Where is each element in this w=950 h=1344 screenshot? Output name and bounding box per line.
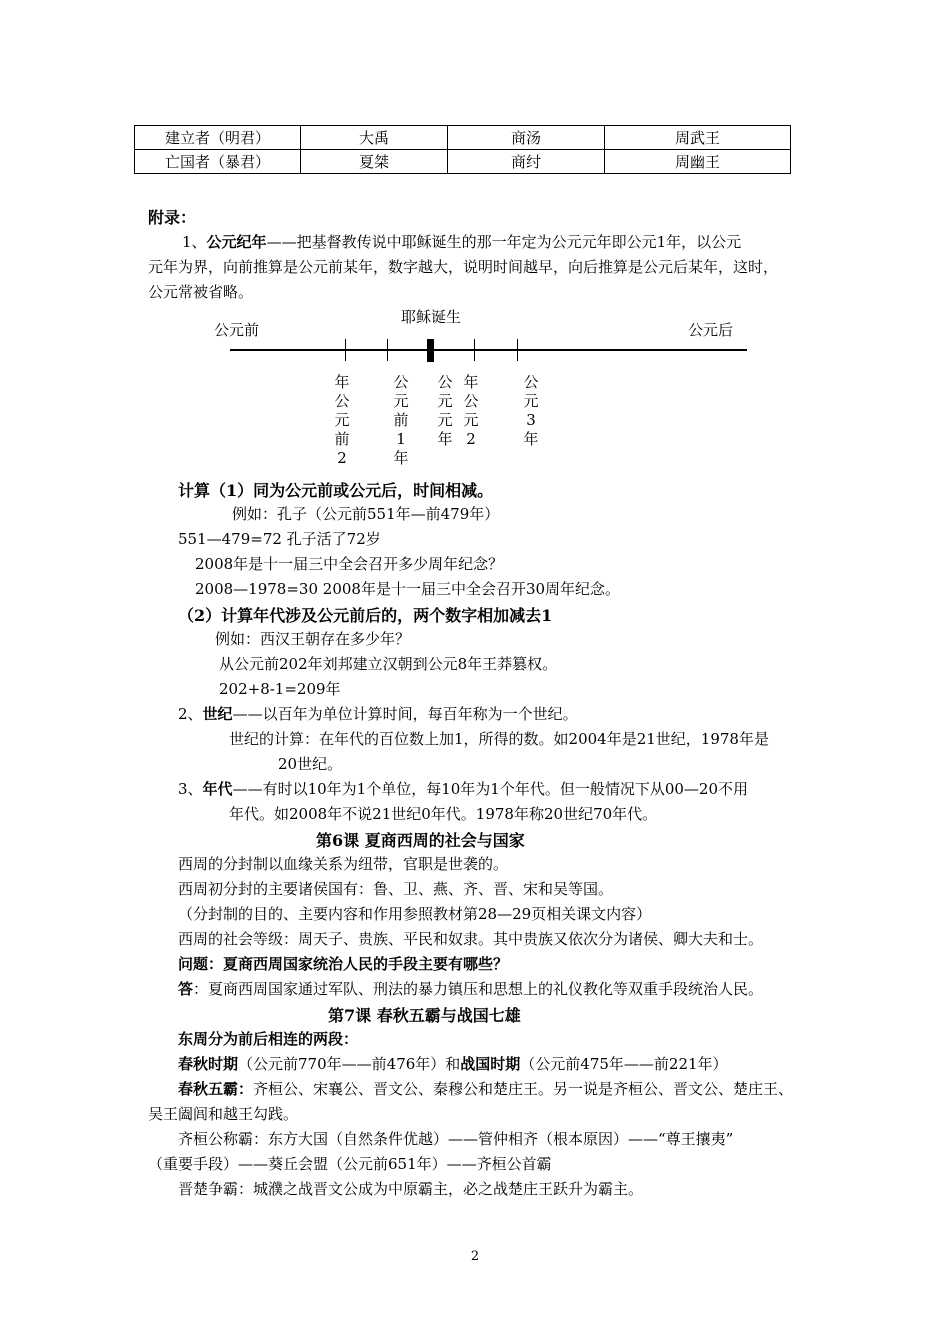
lesson7-spring-autumn: 春秋时期 xyxy=(178,1055,239,1073)
timeline-mark-label: 年公元前2 xyxy=(334,373,350,467)
calc-heading-2: （2）计算年代涉及公元前后的，两个数字相加减去1 xyxy=(178,606,553,625)
calc-example: 202+8-1=209年 xyxy=(219,680,341,698)
lesson7-five-hegemons-term: 春秋五霸： xyxy=(178,1080,254,1098)
lesson6-answer xyxy=(178,978,763,999)
calc-example: 2008—1978=30 2008年是十一届三中全会召开30周年纪念。 xyxy=(195,580,621,598)
lesson7-line: 东周分为前后相连的两段： xyxy=(178,1030,359,1048)
lesson6-title: 第6课 夏商西周的社会与国家 xyxy=(316,831,525,850)
lesson7-line: 吴王阖闾和越王勾践。 xyxy=(148,1105,299,1123)
table-cell: 亡国者（暴君） xyxy=(135,150,301,174)
timeline-mark-label: 年公元2 xyxy=(463,373,479,448)
timeline-mark-label: 公元前1年 xyxy=(393,373,409,467)
dynasty-table xyxy=(134,125,791,174)
calc-example: 例如：西汉王朝存在多少年？ xyxy=(215,630,411,648)
timeline-tick xyxy=(345,339,346,361)
timeline-mark-label: 公元3年 xyxy=(523,373,539,448)
appendix-p1-prefix: 1、 xyxy=(182,233,207,251)
appendix-p1-term: 公元纪年 xyxy=(206,233,267,251)
decade-line2: 年代。如2008年不说21世纪0年代。1978年称20世纪70年代。 xyxy=(229,805,658,823)
lesson6-line: 西周的分封制以血缘关系为纽带，官职是世袭的。 xyxy=(178,855,509,873)
page-number: 2 xyxy=(470,1249,480,1264)
lesson6-answer-label: 答 xyxy=(178,980,194,998)
table-cell: 夏桀 xyxy=(301,150,448,174)
table-cell: 建立者（明君） xyxy=(135,126,301,150)
lesson7-title: 第7课 春秋五霸与战国七雄 xyxy=(328,1006,521,1025)
century-line xyxy=(178,703,578,724)
timeline-tick xyxy=(517,339,518,361)
table-row xyxy=(135,150,791,174)
timeline-tick xyxy=(474,339,475,361)
timeline-left-label: 公元前 xyxy=(214,321,260,339)
lesson7-line: 晋楚争霸：城濮之战晋文公成为中原霸主，必之战楚庄王跃升为霸主。 xyxy=(178,1180,644,1198)
decade-line1 xyxy=(178,778,748,799)
appendix-p1-line1 xyxy=(182,231,741,252)
appendix-p1-line3: 公元常被省略。 xyxy=(148,283,254,301)
century-prefix: 2、 xyxy=(178,705,203,723)
table-cell: 周幽王 xyxy=(605,150,791,174)
century-calc-line2: 20世纪。 xyxy=(278,755,343,773)
decade-text: ——有时以10年为1个单位，每10年为1个年代。但一般情况下从00—20不用 xyxy=(232,780,748,798)
calc-example: 2008年是十一届三中全会召开多少周年纪念？ xyxy=(195,555,504,573)
century-text: ——以百年为单位计算时间，每百年称为一个世纪。 xyxy=(232,705,578,723)
table-cell: 商汤 xyxy=(448,126,605,150)
lesson7-line: 齐桓公称霸：东方大国（自然条件优越）——管仲相齐（根本原因）——“尊王攘夷” xyxy=(178,1130,734,1148)
lesson7-text: 齐桓公、宋襄公、晋文公、秦穆公和楚庄王。另一说是齐桓公、晋文公、楚庄王、 xyxy=(253,1080,794,1098)
table-row xyxy=(135,126,791,150)
lesson6-line: 西周的社会等级：周天子、贵族、平民和奴隶。其中贵族又依次分为诸侯、卿大夫和士。 xyxy=(178,930,764,948)
timeline-right-label: 公元后 xyxy=(688,321,734,339)
table-cell: 大禹 xyxy=(301,126,448,150)
lesson7-text: （公元前475年——前221年） xyxy=(520,1055,728,1073)
calc-example: 551—479=72 孔子活了72岁 xyxy=(178,530,381,548)
calc-example: 从公元前202年刘邦建立汉朝到公元8年王莽篡权。 xyxy=(219,655,558,673)
appendix-p1-text: ——把基督教传说中耶稣诞生的那一年定为公元元年即公元1年，以公元 xyxy=(266,233,742,251)
timeline-tick xyxy=(387,339,388,361)
lesson6-line: （分封制的目的、主要内容和作用参照教材第28—29页相关课文内容） xyxy=(178,905,652,923)
lesson7-text: （公元前770年——前476年）和 xyxy=(238,1055,461,1073)
decade-term: 年代 xyxy=(202,780,233,798)
timeline-axis xyxy=(230,349,747,351)
appendix-p1-line2: 元年为界，向前推算是公元前某年，数字越大，说明时间越早，向后推算是公元后某年，这时， xyxy=(148,258,779,276)
lesson7-five-hegemons xyxy=(178,1078,793,1099)
calc-example: 例如：孔子（公元前551年—前479年） xyxy=(232,505,500,523)
lesson7-periods xyxy=(178,1053,728,1074)
table-cell: 商纣 xyxy=(448,150,605,174)
table-cell: 周武王 xyxy=(605,126,791,150)
timeline-mark-label: 公元元年 xyxy=(437,373,453,448)
lesson6-answer-text: ：夏商西周国家通过军队、刑法的暴力镇压和思想上的礼仪教化等双重手段统治人民。 xyxy=(193,980,764,998)
lesson7-warring-states: 战国时期 xyxy=(460,1055,521,1073)
decade-prefix: 3、 xyxy=(178,780,203,798)
century-term: 世纪 xyxy=(202,705,233,723)
century-calc-line1: 世纪的计算：在年代的百位数上加1，所得的数。如2004年是21世纪，1978年是 xyxy=(229,730,769,748)
appendix-heading: 附录： xyxy=(148,208,197,227)
lesson6-question: 问题：夏商西周国家统治人民的手段主要有哪些？ xyxy=(178,955,509,973)
timeline-birth-marker xyxy=(427,339,434,362)
timeline-center-label: 耶稣诞生 xyxy=(401,308,462,326)
calc-heading-1: 计算（1）同为公元前或公元后，时间相减。 xyxy=(178,481,494,500)
lesson7-line: （重要手段）——葵丘会盟（公元前651年）——齐桓公首霸 xyxy=(148,1155,552,1173)
lesson6-line: 西周初分封的主要诸侯国有：鲁、卫、燕、齐、晋、宋和吴等国。 xyxy=(178,880,614,898)
